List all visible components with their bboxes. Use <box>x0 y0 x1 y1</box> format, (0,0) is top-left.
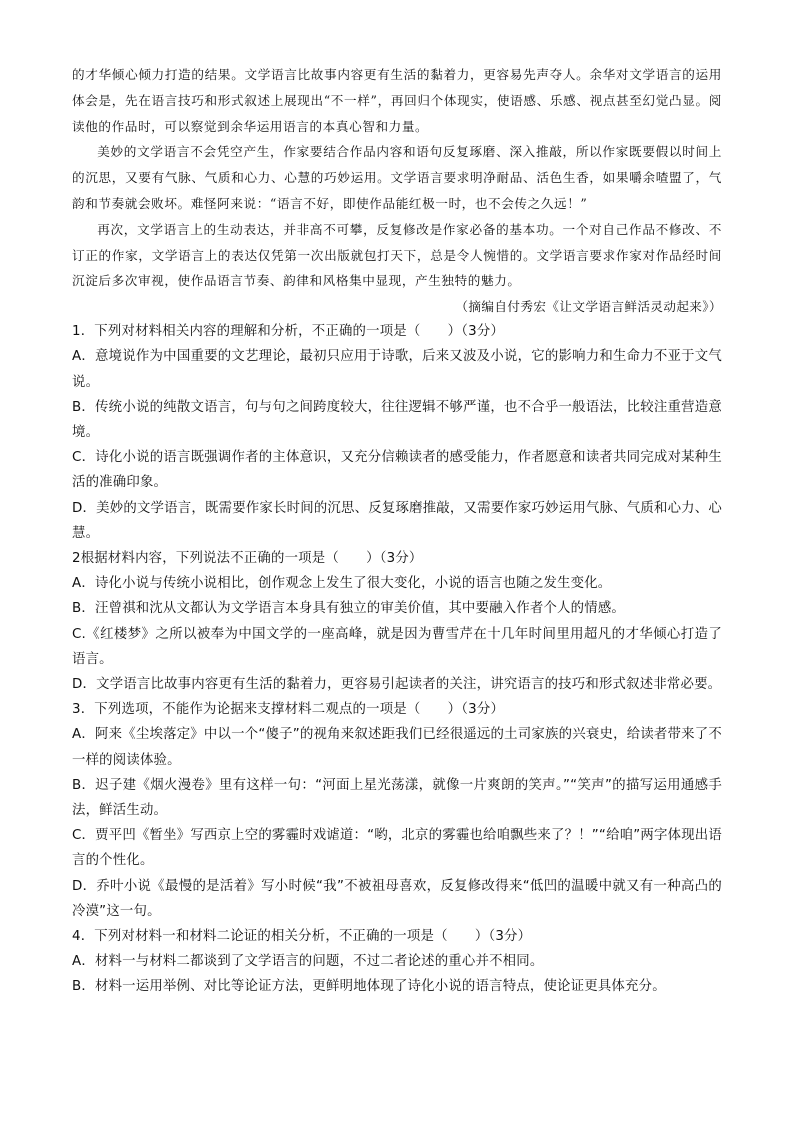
reading-passage <box>72 62 722 294</box>
passage-paragraph-3: 再次，文学语言上的生动表达，并非高不可攀，反复修改是作家必备的基本功。一个对自己作品不修改、不订正的作家，文学语言上的表达仅凭第一次出版就包打天下，总是令人惋惜的。文学语言要求作家对作品经时间沉淀后多次审视，使作品语言节奏、韵律和风格集中显现，产生独特的魅力。 <box>72 221 722 289</box>
question-3-option-b: B．迟子建《烟火漫卷》里有这样一句：“河面上星光荡漾，就像一片爽朗的笑声。”“笑声”的描写运用通感手法，鲜活生动。 <box>72 777 722 819</box>
question-2-option-a: A．诗化小说与传统小说相比，创作观念上发生了很大变化，小说的语言也随之发生变化。 <box>72 576 612 592</box>
question-3-stem: 3．下列选项，不能作为论据来支撑材料二观点的一项是（ ）（3分） <box>72 702 505 718</box>
question-1-option-c: C．诗化小说的语言既强调作者的主体意识，又充分信赖读者的感受能力，作者愿意和读者共同完成对某种生活的准确印象。 <box>72 450 722 491</box>
question-2-option-b: B．汪曾祺和沈从文都认为文学语言本身具有独立的审美价值，其中要融入作者个人的情感。 <box>72 601 626 617</box>
passage-paragraph-1: 的才华倾心倾力打造的结果。文学语言比故事内容更有生活的黏着力，更容易先声夺人。余华对文学语言的运用体会是，先在语言技巧和形式叙述上展现出“不一样”，再回归个体现实，使语感、乐感、视点甚至幻觉凸显。阅读他的作品时，可以察觉到余华运用语言的本真心智和力量。 <box>72 67 722 134</box>
question-4-stem: 4．下列对材料一和材料二论证的相关分析，不正确的一项是（ ）（3分） <box>72 929 532 945</box>
document-page <box>72 62 722 1000</box>
question-3-option-c: C．贾平凹《暂坐》写西京上空的雾霾时戏谑道：“哟，北京的雾霾也给咱飘些来了？！”“给咱”两字体现出语言的个性化。 <box>72 828 722 869</box>
question-1-option-b: B．传统小说的纯散文语言，句与句之间跨度较大，往往逻辑不够严谨，也不合乎一般语法，比较注重营造意境。 <box>72 399 722 440</box>
question-list <box>72 319 722 999</box>
question-3-option-a: A．阿来《尘埃落定》中以一个“傻子”的视角来叙述距我们已经很遥远的土司家族的兴衰史，给读者带来了不一样的阅读体验。 <box>72 727 722 768</box>
passage-paragraph-2: 美妙的文学语言不会凭空产生，作家要结合作品内容和语句反复琢磨、深入推敲，所以作家既要假以时间上的沉思，又要有气脉、气质和心力、心慧的巧妙运用。文学语言要求明净耐品、活色生香，如果嚼余喳盟了，气韵和节奏就会败坏。难怪阿来说：“语言不好，即使作品能红极一时，也不会传之久远！” <box>72 144 722 211</box>
question-1-option-d: D．美妙的文学语言，既需要作家长时间的沉思、反复琢磨推敲，又需要作家巧妙运用气脉、气质和心力、心慧。 <box>72 500 722 541</box>
question-2-stem: 2根据材料内容，下列说法不正确的一项是（ ）（3分） <box>72 551 423 566</box>
question-2-option-c: C.《红楼梦》之所以被奉为中国文学的一座高峰，就是因为曹雪芹在十几年时间里用超凡的才华倾心打造了语言。 <box>72 626 722 667</box>
question-1-option-a: A．意境说作为中国重要的文艺理论，最初只应用于诗歌，后来又波及小说，它的影响力和生命力不亚于文气说。 <box>72 349 722 390</box>
question-4-option-a: A．材料一与材料二都谈到了文学语言的问题，不过二者论述的重心并不相同。 <box>72 954 544 970</box>
question-2-option-d: D．文学语言比故事内容更有生活的黏着力，更容易引起读者的关注，讲究语言的技巧和形式叙述非常必要。 <box>72 677 722 693</box>
passage-source: （摘编自付秀宏《让文学语言鲜活灵动起来》） <box>455 299 722 315</box>
question-1-stem: 1．下列对材料相关内容的理解和分析，不正确的一项是（ ）（3分） <box>72 324 505 340</box>
question-3-option-d: D．乔叶小说《最慢的是活着》写小时候“我”不被祖母喜欢，反复修改得来“低凹的温暖中就又有一种高凸的冷漠”这一句。 <box>72 878 722 919</box>
question-4-option-b: B．材料一运用举例、对比等论证方法，更鲜明地体现了诗化小说的语言特点，使论证更具体充分。 <box>72 979 666 995</box>
